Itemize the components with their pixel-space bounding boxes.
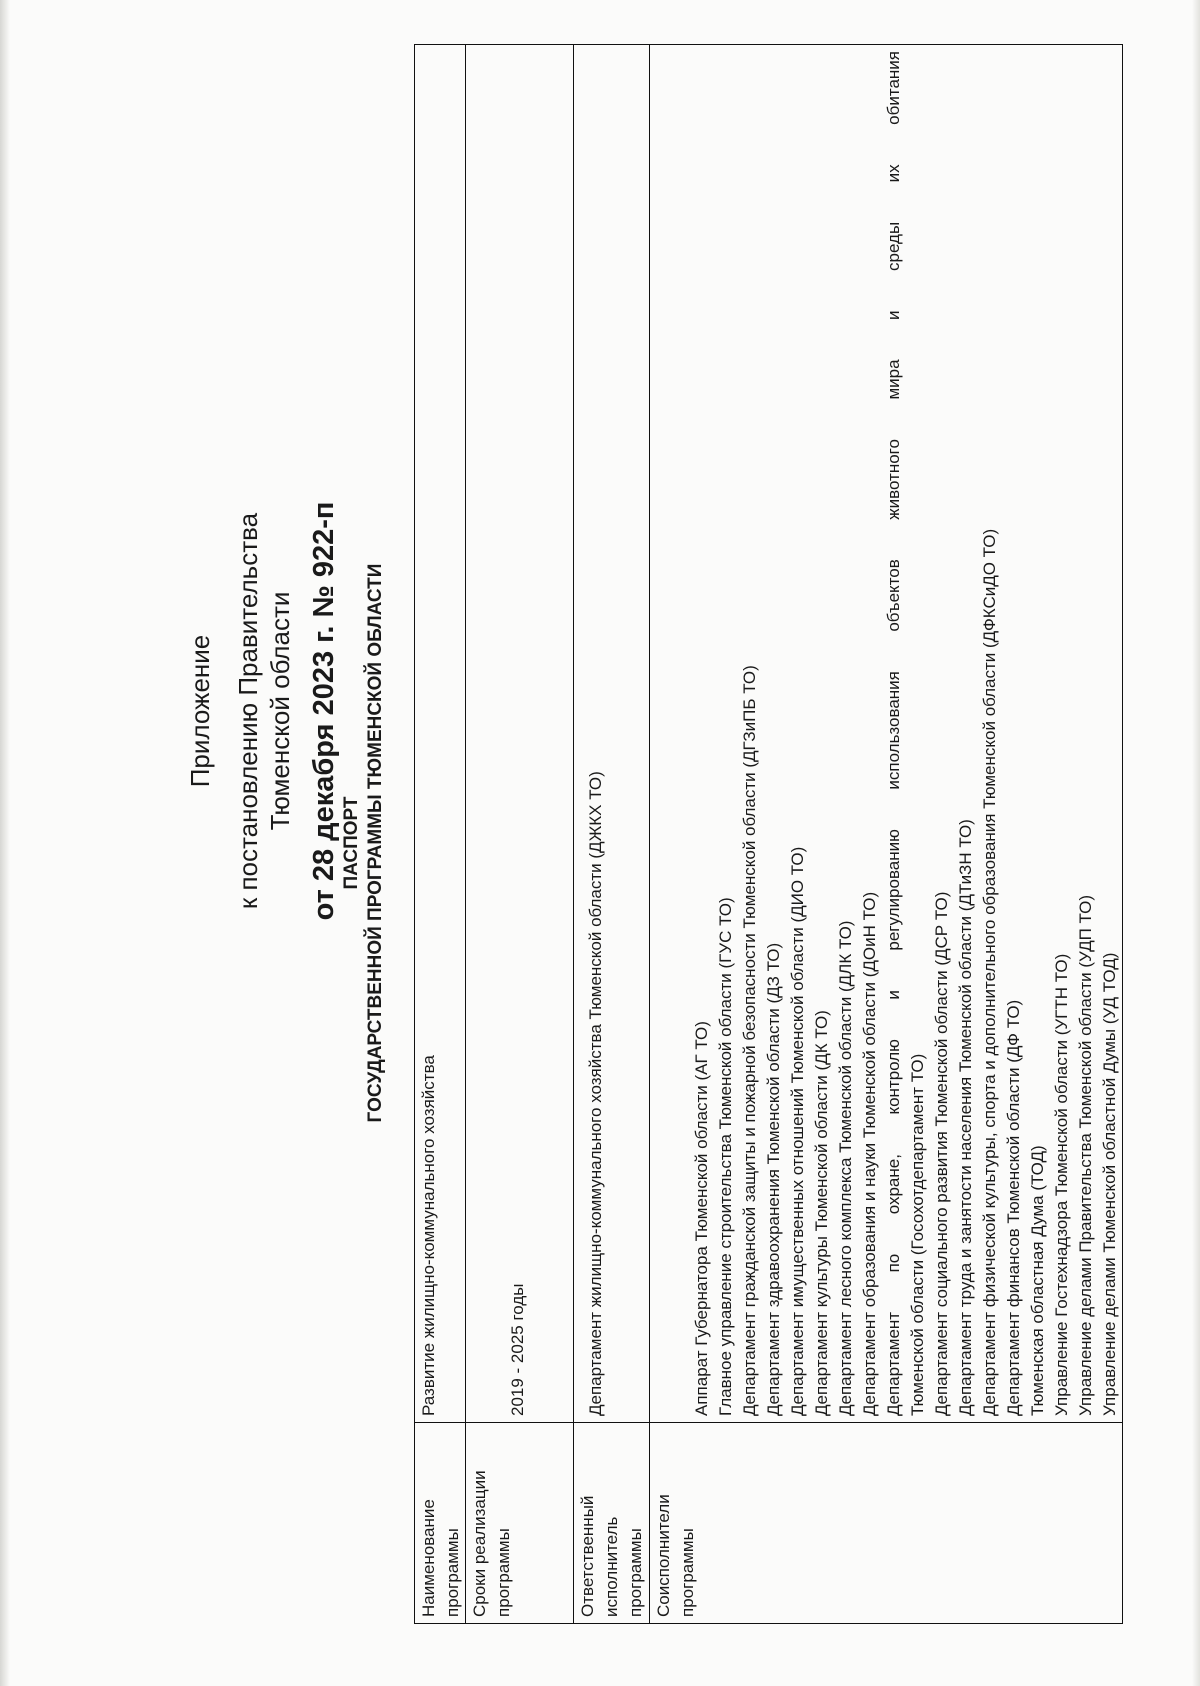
passport-heading — [340, 0, 392, 1686]
list-item: Департамент имущественных отношений Тюменской области (ДИО ТО) — [788, 846, 807, 1416]
annex-line-region: Тюменской области — [265, 591, 295, 831]
row-label-term: Сроки реализации программы — [466, 1423, 574, 1624]
list-item: Департамент гражданской защиты и пожарной безопасности Тюменской области (ДГЗиПБ ТО) — [740, 665, 759, 1416]
list-item: Департамент образования и науки Тюменской области (ДОиН ТО) — [860, 891, 879, 1416]
list-item: Департамент культуры Тюменской области (ДК ТО) — [812, 1010, 831, 1416]
list-item: Управление Гостехнадзора Тюменской области (УГТН ТО) — [1052, 953, 1071, 1416]
list-item: Департамент социального развития Тюменской области (ДСР ТО) — [932, 891, 951, 1416]
passport-title: ПАСПОРТ — [341, 796, 362, 890]
list-item: Управление делами Тюменской областной Думы (УД ТОД) — [1100, 952, 1119, 1416]
table-row — [650, 45, 1123, 1624]
list-item: Главное управление строительства Тюменской области (ГУС ТО) — [716, 897, 735, 1416]
list-item: Тюменской области (Госохотдепартамент ТО) — [908, 1053, 927, 1416]
row-value-name: Развитие жилищно-коммунального хозяйства — [415, 45, 466, 1423]
row-label-responsible: Ответственный исполнитель программы — [574, 1423, 650, 1624]
row-value-responsible: Департамент жилищно-коммунального хозяйства Тюменской области (ДЖКХ ТО) — [574, 45, 650, 1423]
passport-subtitle: ГОСУДАРСТВЕННОЙ ПРОГРАММЫ ТЮМЕНСКОЙ ОБЛАСТИ — [365, 563, 386, 1123]
list-item: Департамент здравоохранения Тюменской области (ДЗ ТО) — [764, 942, 783, 1416]
list-item: Управление делами Правительства Тюменской области (УДП ТО) — [1076, 894, 1095, 1416]
passport-table — [414, 44, 1123, 1624]
annex-title: Приложение — [185, 634, 215, 788]
table-row — [574, 45, 650, 1624]
row-label-name: Наименование программы — [415, 1423, 466, 1624]
table-row — [466, 45, 574, 1624]
list-item: Департамент по охране, контролю и регулированию использования объектов животного мира и среды их обитания — [884, 51, 903, 1416]
row-label-co-executors: Соисполнители программы — [650, 1423, 1123, 1624]
co-executors-list — [650, 45, 1123, 1423]
list-item: Департамент физической культуры, спорта и дополнительного образования Тюменской области (ДФКСиДО ТО) — [980, 528, 999, 1416]
list-item: Департамент финансов Тюменской области (ДФ ТО) — [1004, 999, 1023, 1416]
annex-header — [183, 21, 353, 1401]
list-item: Аппарат Губернатора Тюменской области (АГ ТО) — [692, 1021, 711, 1416]
list-item: Тюменская областная Дума (ТОД) — [1028, 1145, 1047, 1416]
table-row — [415, 45, 466, 1624]
list-item: Департамент труда и занятости населения Тюменской области (ДТиЗН ТО) — [956, 819, 975, 1416]
annex-line-resolution: к постановлению Правительства — [233, 512, 263, 910]
list-item: Департамент лесного комплекса Тюменской области (ДЛК ТО) — [836, 920, 855, 1416]
row-value-term: 2019 - 2025 годы — [466, 45, 574, 1423]
annex-date-number: от 28 декабря 2023 г. № 922-п — [308, 501, 340, 921]
